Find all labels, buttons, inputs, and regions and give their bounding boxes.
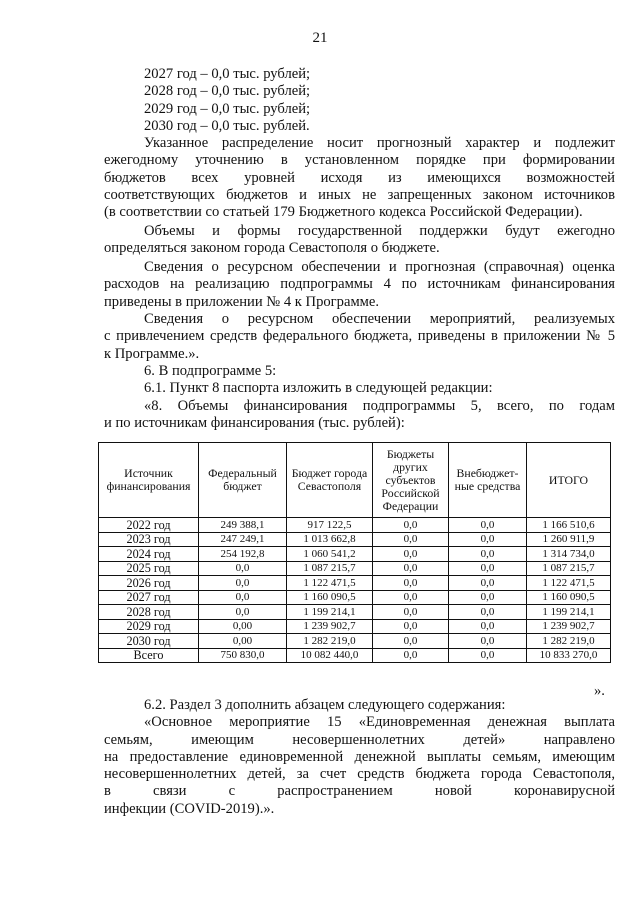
table-cell: 1 122 471,5 xyxy=(287,576,373,591)
year-line: 2029 год – 0,0 тыс. рублей; xyxy=(144,100,311,117)
table-cell: 0,0 xyxy=(373,634,449,649)
paragraph-volumes xyxy=(104,223,615,258)
table-row xyxy=(99,518,611,533)
table-cell: 0,0 xyxy=(449,605,527,620)
table-row-label: 2024 год xyxy=(99,547,199,562)
table-cell: 0,0 xyxy=(373,590,449,605)
table-cell: 0,0 xyxy=(373,561,449,576)
paragraph-distribution xyxy=(104,135,615,221)
table-cell: 1 314 734,0 xyxy=(527,547,611,562)
table-cell: 1 199 214,1 xyxy=(527,605,611,620)
table-cell: 1 260 911,9 xyxy=(527,532,611,547)
table-cell: 0,0 xyxy=(373,576,449,591)
table-cell: 0,0 xyxy=(449,634,527,649)
financing-table xyxy=(98,442,611,663)
paragraph-resources xyxy=(104,259,615,311)
paragraph-line: несовершеннолетних детей, за счет средств бюджета города Севастополя, xyxy=(104,766,615,783)
year-line: 2030 год – 0,0 тыс. рублей. xyxy=(144,117,310,134)
table-row-label: 2026 год xyxy=(99,576,199,591)
paragraph-line: бюджетов всех уровней исходя из имеющихся возможностей xyxy=(104,169,615,186)
table-cell: 247 249,1 xyxy=(199,532,287,547)
year-line: 2028 год – 0,0 тыс. рублей; xyxy=(144,83,311,100)
table-row xyxy=(99,532,611,547)
paragraph-line: инфекции (COVID-2019).». xyxy=(104,800,275,817)
table-cell: 0,0 xyxy=(449,576,527,591)
table-cell: 750 830,0 xyxy=(199,648,287,663)
table-closing-quote: ». xyxy=(594,683,605,699)
table-row-label: 2029 год xyxy=(99,619,199,634)
table-cell: 0,0 xyxy=(449,547,527,562)
header-city: Бюджет города Севастополя xyxy=(287,443,373,518)
table-cell: 254 192,8 xyxy=(199,547,287,562)
paragraph-line: с привлечением средств федерального бюджета, приведены в приложении № 5 xyxy=(104,328,615,345)
table-row xyxy=(99,648,611,663)
table-cell: 1 160 090,5 xyxy=(527,590,611,605)
table-row-label: 2028 год xyxy=(99,605,199,620)
item-8-line: «8. Объемы финансирования подпрограммы 5, всего, по годам xyxy=(144,397,615,414)
item-6: 6. В подпрограмме 5: xyxy=(144,363,277,379)
table-header-row xyxy=(99,443,611,518)
paragraph-line: расходов на реализацию подпрограммы 4 по источникам финансирования xyxy=(104,276,615,293)
paragraph-line: Указанное распределение носит прогнозный характер и подлежит xyxy=(144,135,615,151)
paragraph-line: к Программе.». xyxy=(104,345,200,362)
table-cell: 1 060 541,2 xyxy=(287,547,373,562)
table-cell: 0,0 xyxy=(373,518,449,533)
paragraph-line: ежегодному уточнению в установленном порядке при формировании xyxy=(104,152,615,169)
header-extrabudgetary: Внебюджет-ные средства xyxy=(449,443,527,518)
table-row xyxy=(99,561,611,576)
table-cell: 1 166 510,6 xyxy=(527,518,611,533)
table-cell: 1 160 090,5 xyxy=(287,590,373,605)
table-cell: 1 282 219,0 xyxy=(527,634,611,649)
table-cell: 0,0 xyxy=(373,547,449,562)
table-cell: 0,00 xyxy=(199,619,287,634)
table-cell: 1 087 215,7 xyxy=(527,561,611,576)
table-row xyxy=(99,619,611,634)
table-cell: 0,0 xyxy=(449,590,527,605)
table-cell: 1 122 471,5 xyxy=(527,576,611,591)
paragraph-federal xyxy=(104,311,615,363)
paragraph-line: в связи с распространением новой коронавирусной xyxy=(104,783,615,800)
table-cell: 249 388,1 xyxy=(199,518,287,533)
item-6-1: 6.1. Пункт 8 паспорта изложить в следующей редакции: xyxy=(144,380,493,397)
item-6-2-section xyxy=(104,697,615,818)
table-cell: 10 082 440,0 xyxy=(287,648,373,663)
header-total: ИТОГО xyxy=(527,443,611,518)
table-cell: 1 013 662,8 xyxy=(287,532,373,547)
paragraph-line: Сведения о ресурсном обеспечении и прогнозная (справочная) оценка xyxy=(144,259,615,275)
table-cell: 0,0 xyxy=(449,518,527,533)
table-cell: 0,0 xyxy=(373,619,449,634)
table-row xyxy=(99,547,611,562)
table-cell: 917 122,5 xyxy=(287,518,373,533)
table-row-label: 2023 год xyxy=(99,532,199,547)
paragraph-line: приведены в приложении № 4 к Программе. xyxy=(104,293,380,310)
table-cell: 0,0 xyxy=(449,648,527,663)
paragraph-line: соответствующих бюджетов и иных не запрещенных законом источников xyxy=(104,186,615,203)
page-number: 21 xyxy=(312,30,328,46)
paragraph-line: Сведения о ресурсном обеспечении мероприятий, реализуемых xyxy=(144,311,615,327)
paragraph-line: «Основное мероприятие 15 «Единовременная денежная выплата xyxy=(144,714,615,731)
item-6-2: 6.2. Раздел 3 дополнить абзацем следующего содержания: xyxy=(144,697,506,713)
table-cell: 0,0 xyxy=(373,648,449,663)
table-cell: 1 239 902,7 xyxy=(287,619,373,634)
table-cell: 0,0 xyxy=(373,605,449,620)
table-cell: 0,0 xyxy=(449,619,527,634)
funding-years-list xyxy=(104,66,615,135)
header-other-subjects: Бюджеты других субъектов Российской Федерации xyxy=(373,443,449,518)
paragraph-line: (в соответствии со статьей 179 Бюджетного кодекса Российской Федерации). xyxy=(104,204,583,221)
item-8-line: и по источникам финансирования (тыс. рублей): xyxy=(104,414,405,431)
table-cell: 0,0 xyxy=(199,590,287,605)
table-cell: 0,0 xyxy=(199,561,287,576)
table-cell: 0,0 xyxy=(373,532,449,547)
table-cell: 0,0 xyxy=(449,532,527,547)
table-row-label: 2022 год xyxy=(99,518,199,533)
table-cell: 0,0 xyxy=(449,561,527,576)
table-row xyxy=(99,576,611,591)
table-cell: 10 833 270,0 xyxy=(527,648,611,663)
paragraph-line: на предоставление единовременной денежной выплаты семьям, имеющим xyxy=(104,748,615,765)
table-row xyxy=(99,590,611,605)
table-row-label: 2025 год xyxy=(99,561,199,576)
year-line: 2027 год – 0,0 тыс. рублей; xyxy=(144,66,311,82)
table-row-label: 2027 год xyxy=(99,590,199,605)
table-cell: 1 239 902,7 xyxy=(527,619,611,634)
header-source: Источник финансирования xyxy=(99,443,199,518)
header-federal: Федеральный бюджет xyxy=(199,443,287,518)
paragraph-line: Объемы и формы государственной поддержки будут ежегодно xyxy=(144,223,615,239)
table-cell: 1 199 214,1 xyxy=(287,605,373,620)
paragraph-line: семьям, имеющим несовершеннолетних детей» направлено xyxy=(104,731,615,748)
table-row xyxy=(99,634,611,649)
table-row-label: 2030 год xyxy=(99,634,199,649)
table-row xyxy=(99,605,611,620)
table-cell: 1 282 219,0 xyxy=(287,634,373,649)
table-cell: 1 087 215,7 xyxy=(287,561,373,576)
paragraph-line: определяться законом города Севастополя о бюджете. xyxy=(104,240,440,257)
table-row-label: Всего xyxy=(99,648,199,663)
table-cell: 0,0 xyxy=(199,605,287,620)
subprogram-items xyxy=(104,363,615,432)
table-cell: 0,00 xyxy=(199,634,287,649)
table-cell: 0,0 xyxy=(199,576,287,591)
